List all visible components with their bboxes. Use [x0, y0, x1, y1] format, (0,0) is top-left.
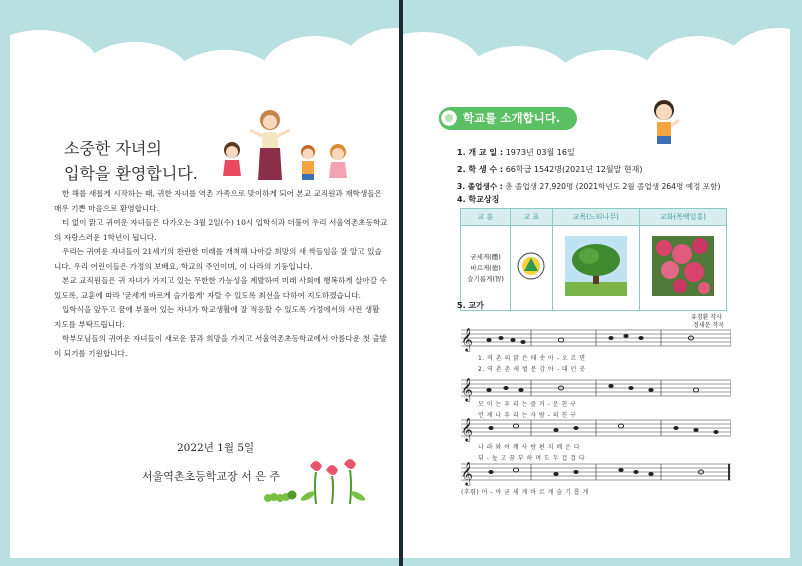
field-label: 2. 학 생 수 :: [457, 165, 504, 174]
school-symbols-table: [460, 208, 727, 311]
motto-line: 바르게(德): [470, 263, 501, 272]
letter-date: 2022년 1월 5일: [177, 442, 255, 454]
motto-line: 슬기롭게(智): [467, 274, 504, 283]
lyric-line: (후렴) 어 - 아 굳 세 게 바 르 게 슬 기 롭 게: [461, 489, 589, 496]
section-title: 학교를 소개합니다.: [439, 107, 577, 130]
svg-text:𝄞: 𝄞: [461, 417, 473, 441]
paragraph: 우리는 귀여운 자녀들이 21세기의 찬란한 미래를 개척해 나아갈 희망의 새 싹들임을 잘 알고 있습니다. 우리 어린이들은 가정의 보배요, 학교의 주인이며, 이 나라의 기둥입니다.: [54, 247, 382, 271]
principal-signature: 서울역촌초등학교장 서 은 주: [142, 470, 281, 483]
school-symbols-heading: [457, 194, 499, 205]
zelkova-tree-image: [565, 236, 627, 296]
table-header: 교 표: [511, 209, 553, 226]
paragraph: 티 없이 맑고 귀여운 자녀들은 다가오는 3월 2일(수) 10시 입학식과 더불어 우리 서울역촌초등학교의 자랑스러운 1학년이 됩니다.: [54, 218, 388, 242]
lyric-line: 1. 역 촌 의 맑 은 태 솟 아 - 오 르 면: [478, 355, 586, 362]
table-header: 교 훈: [461, 209, 511, 226]
school-song-heading: 5. 교가: [457, 301, 484, 310]
graduate-count-row: [457, 181, 720, 192]
boy-mascot-illustration: [647, 98, 681, 148]
welcome-heading-line2: 입학을 환영합니다.: [64, 164, 198, 183]
field-label: 1. 개 교 일 :: [457, 148, 504, 157]
lyric-line: 모 이 는 우 리 는 즐 거 - 운 친 구: [478, 401, 577, 408]
field-value: 총 졸업생 27,920명 (2021학년도 2월 졸업생 264명 예정 포함): [505, 182, 721, 191]
lyric-line: 뒤 - 높 고 꿈 부 하 며 도 두 겁 겁 다: [478, 455, 586, 462]
motto-cell: [461, 226, 511, 311]
svg-text:𝄞: 𝄞: [461, 377, 473, 401]
svg-text:𝄞: 𝄞: [461, 328, 473, 351]
lyricist-credit: 유경환 작사: [691, 314, 722, 321]
flower-photo-cell: [639, 226, 726, 311]
field-label: 4. 학교상징: [457, 195, 500, 204]
paragraph: 입학식을 앞두고 꿈에 부풀어 있는 자녀가 학교생활에 잘 적응할 수 있도록 가정에서의 사전 생활 지도를 부탁드립니다.: [54, 305, 380, 329]
right-page: [403, 10, 790, 558]
paragraph: 학부모님들의 귀여운 자녀들이 새로운 꿈과 희망을 가지고 서울역촌초등학교에서 아름다운 첫 출발이 되기를 기원합니다.: [54, 334, 387, 358]
tree-photo-cell: [552, 226, 639, 311]
lyric-line: 2. 역 촌 촌 새 벌 문 감 아 - 대 던 곳: [478, 366, 586, 373]
founding-date-row: [457, 147, 575, 158]
tulip-caterpillar-illustration: [260, 454, 370, 510]
lyric-line: 언 제 나 우 리 는 자 람 - 의 친 구: [478, 412, 577, 419]
children-teacher-illustration: [210, 108, 358, 188]
welcome-letter-body: [54, 187, 388, 361]
table-header: 교목(느티나무): [552, 209, 639, 226]
svg-text:𝄞: 𝄞: [461, 461, 473, 485]
welcome-heading-line1: 소중한 자녀의: [64, 139, 162, 158]
paragraph: 본교 교직원들은 귀 자녀가 가지고 있는 무한한 가능성을 계발하여 미래 사회에 행복하게 살아갈 수 있도록, 교훈에 따라 '굳세게 바르게 슬기롭게' 자랄 수 있도록 최선을 다하여 지도하겠습니다.: [54, 276, 387, 300]
field-value: 1973년 03월 16일: [505, 148, 575, 157]
crape-myrtle-image: [652, 236, 714, 296]
school-song-sheet-music: [461, 328, 731, 488]
composer-credit: 정세문 작곡: [693, 322, 724, 329]
left-page: [10, 10, 399, 558]
student-count-row: [457, 164, 642, 175]
field-label: 3. 졸업생수 :: [457, 182, 503, 191]
magnifier-icon: [437, 106, 463, 132]
lyric-line: 나 라 와 어 깨 사 랑 편 지 배 운 다: [478, 444, 581, 451]
motto-line: 굳세게(體): [470, 252, 501, 261]
emblem-cell: [511, 226, 553, 311]
table-header: 교화(목백일홍): [639, 209, 726, 226]
paragraph: 한 해를 새롭게 시작하는 때, 귀한 자녀를 역촌 가족으로 맞이하게 되어 본교 교직원과 재학생들은 매우 기쁜 마음으로 환영합니다.: [54, 189, 382, 213]
school-emblem-icon: [516, 251, 546, 281]
field-value: 66학급 1542명(2021년 12월말 현재): [505, 165, 643, 174]
